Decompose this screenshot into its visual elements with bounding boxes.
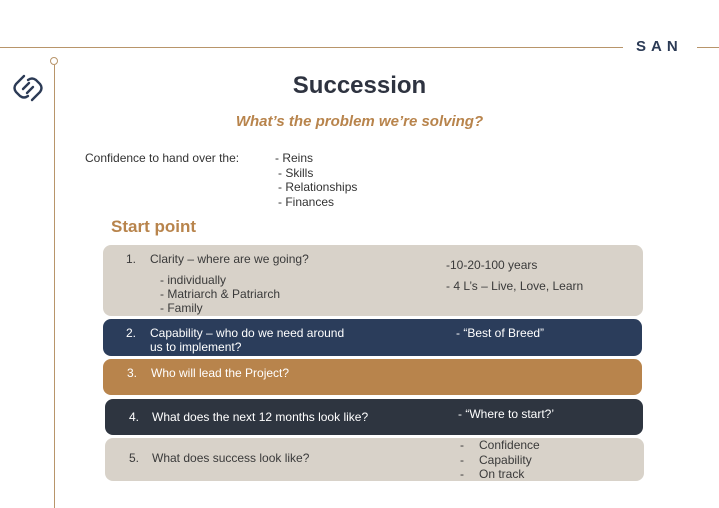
top-rule-left xyxy=(0,47,623,48)
row-note: - 4 L’s – Live, Love, Learn xyxy=(446,279,584,293)
confidence-item-relationships: - Relationships xyxy=(278,180,358,194)
corner-dot xyxy=(50,57,58,65)
left-rule xyxy=(54,65,55,508)
row-title: What does success look like? xyxy=(152,451,310,465)
start-point-row-5 xyxy=(105,438,644,481)
row-number: 3. xyxy=(127,366,138,380)
row-note: -10-20-100 years xyxy=(446,258,538,272)
row-number: 5. xyxy=(129,451,140,465)
row-note: - “Best of Breed” xyxy=(456,326,545,340)
top-rule-right xyxy=(697,47,719,48)
confidence-item-reins: - Reins xyxy=(275,151,314,165)
confidence-label: Confidence to hand over the: xyxy=(85,151,240,165)
row-note-dash: - xyxy=(460,453,464,467)
row-number: 4. xyxy=(129,410,140,424)
page-subtitle: What’s the problem we’re solving? xyxy=(235,113,484,130)
row-subitem: - individually xyxy=(160,273,227,287)
row-note: Capability xyxy=(479,453,532,467)
row-title: Clarity – where are we going? xyxy=(150,252,309,266)
row-note: On track xyxy=(479,467,525,481)
row-note: - “Where to start?’ xyxy=(458,407,555,421)
start-point-row-1 xyxy=(103,245,643,316)
row-title: Who will lead the Project? xyxy=(151,366,290,380)
row-title-line-1: Capability – who do we need around xyxy=(150,326,345,340)
row-subitem: - Matriarch & Patriarch xyxy=(160,287,281,301)
page-title: Succession xyxy=(292,72,427,99)
start-point-row-4 xyxy=(105,399,643,435)
row-note-dash: - xyxy=(460,438,464,452)
row-title: What does the next 12 months look like? xyxy=(152,410,369,424)
row-number: 1. xyxy=(126,252,137,266)
brand-wordmark: SAN xyxy=(636,38,683,55)
row-note-dash: - xyxy=(460,467,464,481)
row-subitem: - Family xyxy=(160,301,203,315)
confidence-item-finances: - Finances xyxy=(278,195,335,209)
start-point-heading: Start point xyxy=(111,217,196,236)
start-point-row-3 xyxy=(103,359,642,395)
confidence-item-skills: - Skills xyxy=(278,166,314,180)
start-point-row-2 xyxy=(103,319,642,356)
row-title-line-2: us to implement? xyxy=(150,340,242,354)
row-note: Confidence xyxy=(479,438,540,452)
row-number: 2. xyxy=(126,326,137,340)
